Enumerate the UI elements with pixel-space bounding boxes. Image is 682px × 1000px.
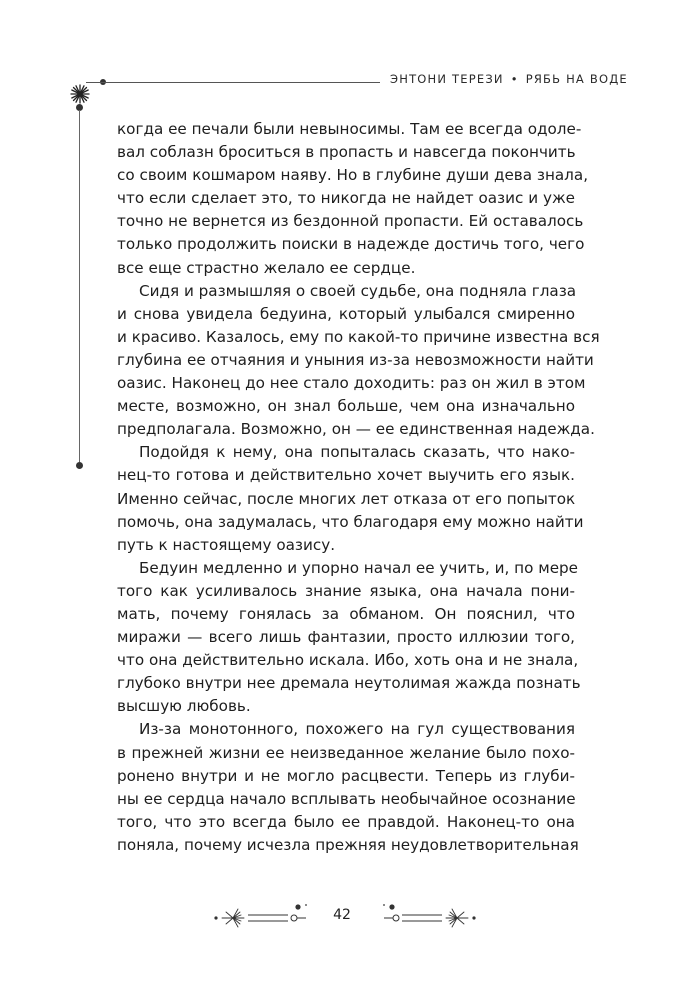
sunburst-flourish-icon — [210, 896, 330, 936]
paragraph-start-line: Подойдя к нему, она попыталась сказать, что нако- — [139, 443, 575, 462]
text-line: поняла, почему исчезла прежняя неудовлетворительная — [117, 835, 579, 854]
text-line: в прежней жизни ее неизведанное желание было похо- — [117, 743, 575, 762]
text-line: нец-то готова и действительно хочет выучить его язык. — [117, 466, 575, 485]
text-line: все еще страстно желало ее сердце. — [117, 258, 416, 277]
text-line: оазис. Наконец до нее стало доходить: раз он жил в этом — [117, 374, 586, 393]
text-line: и снова увидела бедуина, который улыбался смиренно — [117, 304, 575, 323]
text-line: предполагала. Возможно, он — ее единственная надежда. — [117, 420, 595, 439]
text-line: путь к настоящему оазису. — [117, 535, 336, 554]
text-line: глубоко внутри нее дремала неутолимая жажда познать — [117, 674, 581, 693]
running-head-book-title: РЯБЬ НА ВОДЕ — [525, 72, 628, 86]
body-text — [117, 118, 600, 857]
paragraph-start-line: Из-за монотонного, похожего на гул существования — [139, 720, 575, 739]
text-line: Именно сейчас, после многих лет отказа от его попыток — [117, 489, 576, 508]
text-line: миражи — всего лишь фантазии, просто иллюзии того, — [117, 628, 575, 647]
text-line: мать, почему гонялась за обманом. Он пояснил, что — [117, 604, 575, 623]
sunburst-flourish-icon — [360, 896, 480, 936]
running-head-separator: • — [510, 72, 519, 86]
text-line: помочь, она задумалась, что благодаря ему можно найти — [117, 512, 584, 531]
margin-vertical-rule — [79, 110, 80, 462]
text-line: только продолжить поиски в надежде достичь того, чего — [117, 235, 585, 254]
text-line: высшую любовь. — [117, 697, 251, 716]
text-line: что если сделает это, то никогда не найдет оазис и уже — [117, 189, 575, 208]
text-line: точно не вернется из бездонной пропасти. Ей оставалось — [117, 212, 584, 231]
page-number: 42 — [333, 907, 351, 923]
margin-rule-dot-bottom — [76, 462, 83, 469]
text-line: со своим кошмаром наяву. Но в глубине души дева знала, — [117, 166, 589, 185]
paragraph-start-line: Сидя и размышляя о своей судьбе, она подняла глаза — [139, 281, 577, 300]
text-line: когда ее печали были невыносимы. Там ее всегда одоле- — [117, 120, 582, 138]
text-line: того как усиливалось знание языка, она начала пони- — [117, 581, 575, 600]
text-line: того, что это всегда было ее правдой. Наконец-то она — [117, 812, 575, 831]
paragraph-start-line: Бедуин медленно и упорно начал ее учить, и, по мере — [139, 558, 579, 577]
text-line: ны ее сердца начало всплывать необычайное осознание — [117, 789, 576, 808]
text-line: ронено внутри и не могло расцвести. Теперь из глуби- — [117, 766, 575, 785]
sparkle-star-icon — [70, 84, 90, 104]
running-head — [390, 72, 628, 86]
header-rule — [86, 82, 380, 83]
text-line: глубина ее отчаяния и уныния из-за невозможности найти — [117, 350, 594, 369]
text-line: что она действительно искала. Ибо, хоть она и не знала, — [117, 651, 579, 670]
text-line: месте, возможно, он знал больше, чем она изначально — [117, 397, 575, 416]
text-line: и красиво. Казалось, ему по какой-то причине известна вся — [117, 327, 600, 346]
text-line: вал соблазн броситься в пропасть и навсегда покончить — [117, 143, 576, 162]
running-head-author: ЭНТОНИ ТЕРЕЗИ — [390, 72, 504, 86]
